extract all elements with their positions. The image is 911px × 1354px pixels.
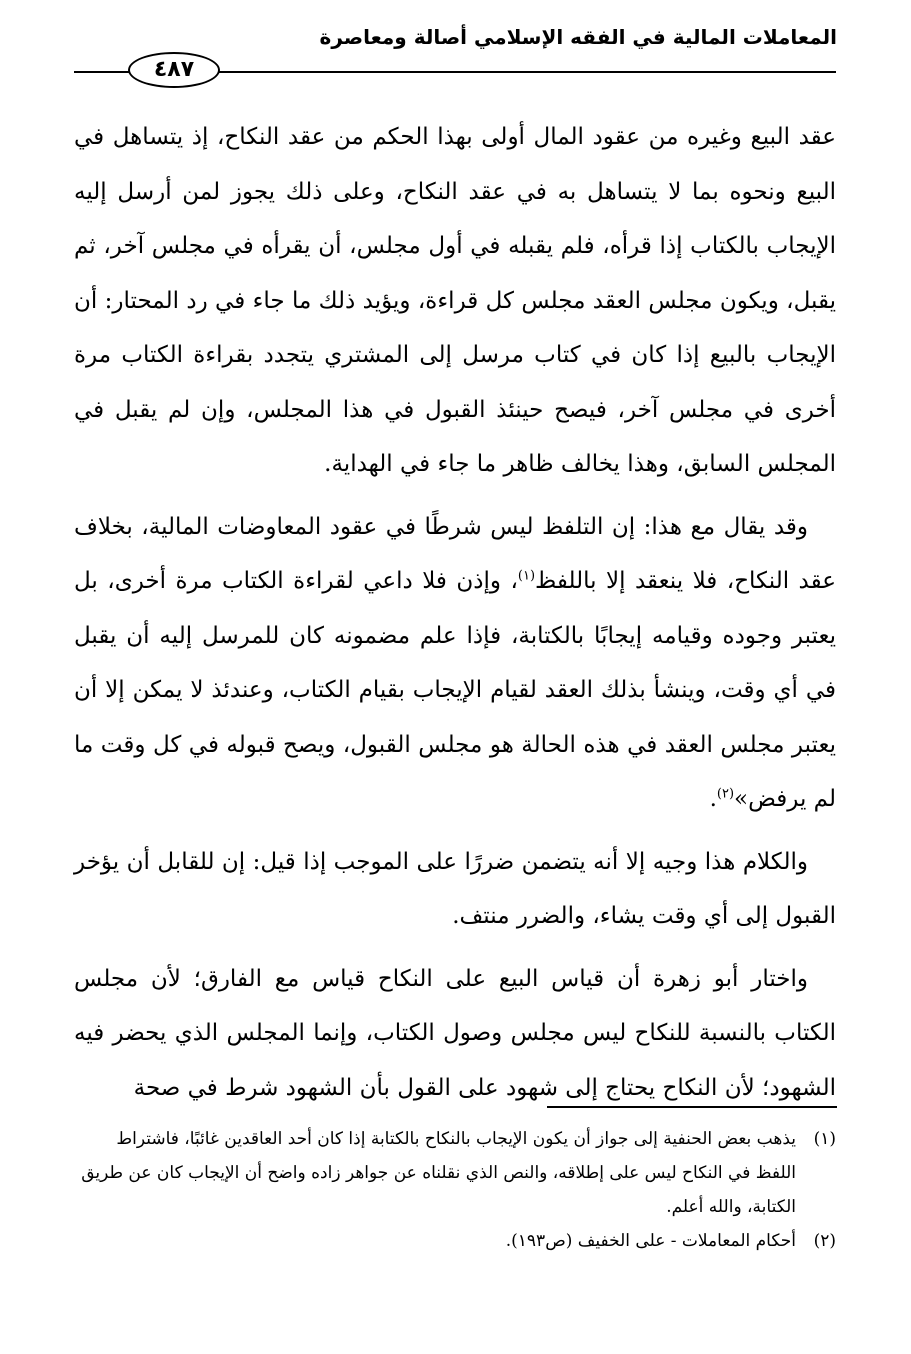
- paragraph: واختار أبو زهرة أن قياس البيع على النكاح قياس مع الفارق؛ لأن مجلس الكتاب بالنسبة للنكاح ليس مجلس وصول الكتاب، وإنما المجلس الذي يحضر فيه الشهود؛ لأن النكاح يحتاج إلى شهود على القول بأن الشهود شرط في صحة: [74, 965, 836, 1101]
- footnote: [74, 1122, 836, 1224]
- running-header-title: المعاملات المالية في الفقه الإسلامي أصالة ومعاصرة: [319, 25, 837, 49]
- paragraph: والكلام هذا وجيه إلا أنه يتضمن ضررًا على الموجب إذا قيل: إن للقابل أن يؤخر القبول إلى أي وقت يشاء، والضرر منتف.: [74, 848, 836, 929]
- footnote-text: يذهب بعض الحنفية إلى جواز أن يكون الإيجاب بالنكاح بالكتابة إذا كان أحد العاقدين غائبًا، فاشتراط اللفظ في النكاح ليس على إطلاقه، والنص الذي نقلناه عن جواهر زاده واضح أن الإيجاب كان عن طريق الكتابة، والله أعلم.: [81, 1129, 796, 1217]
- body-text: [74, 110, 836, 1115]
- footnote-separator: [547, 1106, 837, 1108]
- footnote-number: (٢): [813, 1231, 836, 1251]
- page-number-badge: ٤٨٧: [128, 52, 220, 88]
- footnote-ref: (٢): [716, 786, 735, 802]
- paragraph-text: .: [709, 786, 717, 812]
- paragraph-text: ، وإذن فلا داعي لقراءة الكتاب مرة أخرى، بل يعتبر وجوده وقيامه إيجابًا بالكتابة، فإذا علم مضمونه كان للمرسل إليه أن يقبل في أي وقت، وينشأ بذلك العقد لقيام الإيجاب بقيام الكتاب، وعندئذ لا يمكن إلا أن يعتبر مجلس العقد في هذه الحالة هو مجلس القبول، ويصح قبوله في كل وقت ما لم يرفض»: [74, 568, 836, 812]
- paragraph-text: وقد يقال مع هذا: إن التلفظ ليس شرطًا في عقود المعاوضات المالية، بخلاف عقد النكاح، فلا ينعقد إلا باللفظ: [74, 513, 836, 594]
- paragraph: [74, 500, 836, 827]
- footnote-ref: (١): [517, 568, 536, 584]
- footnotes: [74, 1122, 836, 1258]
- paragraph: عقد البيع وغيره من عقود المال أولى بهذا الحكم من عقد النكاح، إذ يتساهل في البيع ونحوه بما لا يتساهل به في عقد النكاح، وعلى ذلك يجوز لمن أرسل إليه الإيجاب بالكتاب إذا قرأه، فلم يقبله في أول مجلس، أن يقرأه في مجلس آخر، ثم يقبل، ويكون مجلس العقد مجلس كل قراءة، ويؤيد ذلك ما جاء في رد المحتار: أن الإيجاب بالبيع إذا كان في كتاب مرسل إلى المشتري يتجدد بقراءة الكتاب مرة أخرى في مجلس آخر، فيصح حينئذ القبول في هذا المجلس، وإن لم يقبل في المجلس السابق، وهذا يخالف ظاهر ما جاء في الهداية.: [74, 124, 836, 477]
- footnote-text: أحكام المعاملات - على الخفيف (ص١٩٣).: [505, 1231, 796, 1251]
- footnote: [74, 1224, 836, 1258]
- footnote-number: (١): [813, 1129, 836, 1149]
